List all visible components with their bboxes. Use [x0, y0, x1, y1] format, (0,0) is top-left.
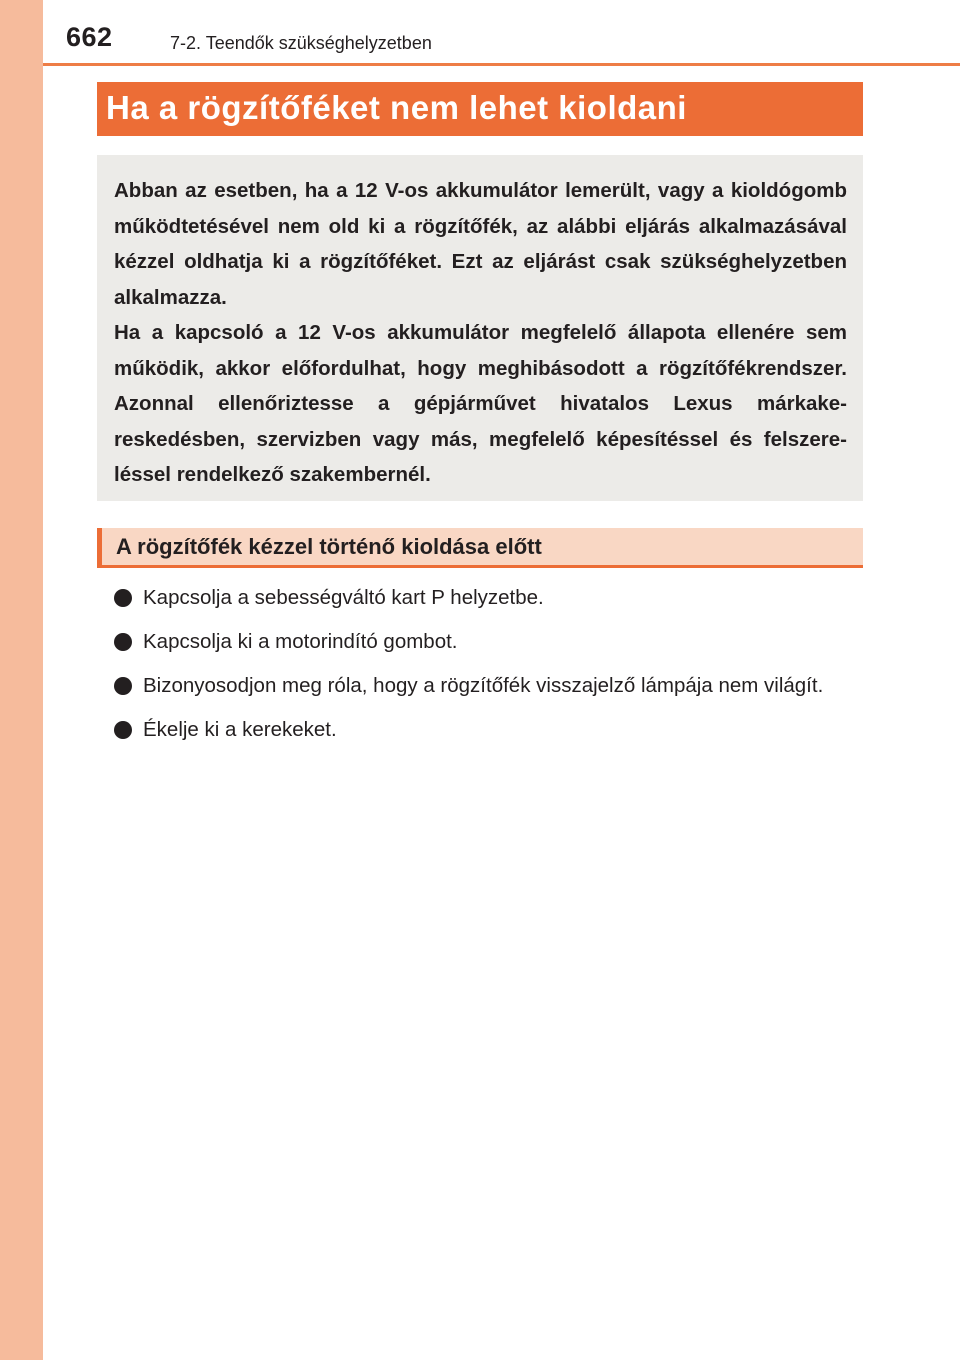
info-paragraph-2: Ha a kapcsoló a 12 V-os akkumulátor megfelelő állapota ellenére sem működik, akkor előfordulhat, hogy meghibásodott a rögzítőfékrendszer. Azonnal ellenőriztesse a gépjárművet hivatalos Lexus márkakereskedésben, szervizben vagy más, megfelelő képesítéssel és felszereléssel rendelkező szakembernél.: [114, 321, 847, 486]
bullet-icon: [114, 589, 132, 607]
list-item-text: Kapcsolja ki a motorindító gombot.: [143, 630, 458, 653]
list-item-text: Ékelje ki a kerekeket.: [143, 718, 337, 741]
list-item-text: Kapcsolja a sebességváltó kart P helyzetbe.: [143, 586, 544, 609]
list-item: [111, 580, 859, 615]
section-subheading: [97, 528, 863, 568]
bullet-icon: [114, 721, 132, 739]
bullet-icon: [114, 677, 132, 695]
running-header: 7-2. Teendők szükséghelyzetben: [170, 33, 432, 53]
page-number: 662: [66, 22, 113, 52]
header-rule: [43, 63, 960, 66]
title-banner: [97, 82, 863, 136]
list-item-text: Bizonyosodjon meg róla, hogy a rögzítőfék visszajelző lámpája nem világít.: [143, 674, 824, 697]
list-item: [111, 712, 859, 747]
page-title: Ha a rögzítőféket nem lehet kioldani: [106, 89, 687, 126]
list-item: [111, 668, 859, 703]
side-tab-strip: [0, 0, 43, 1360]
info-box: [97, 155, 863, 501]
subheading-text: A rögzítőfék kézzel történő kioldása előtt: [116, 534, 542, 559]
bullet-list: [111, 580, 859, 756]
bullet-icon: [114, 633, 132, 651]
info-paragraph-1: Abban az esetben, ha a 12 V-os akkumulátor lemerült, vagy a kioldógomb működtetésével nem old ki a rögzítőfék, az alábbi eljárás alkalmazásával kézzel oldhatja ki a rögzítőféket. Ezt az eljárást csak szükséghelyzetben alkalmazza.: [114, 179, 847, 309]
list-item: [111, 624, 859, 659]
